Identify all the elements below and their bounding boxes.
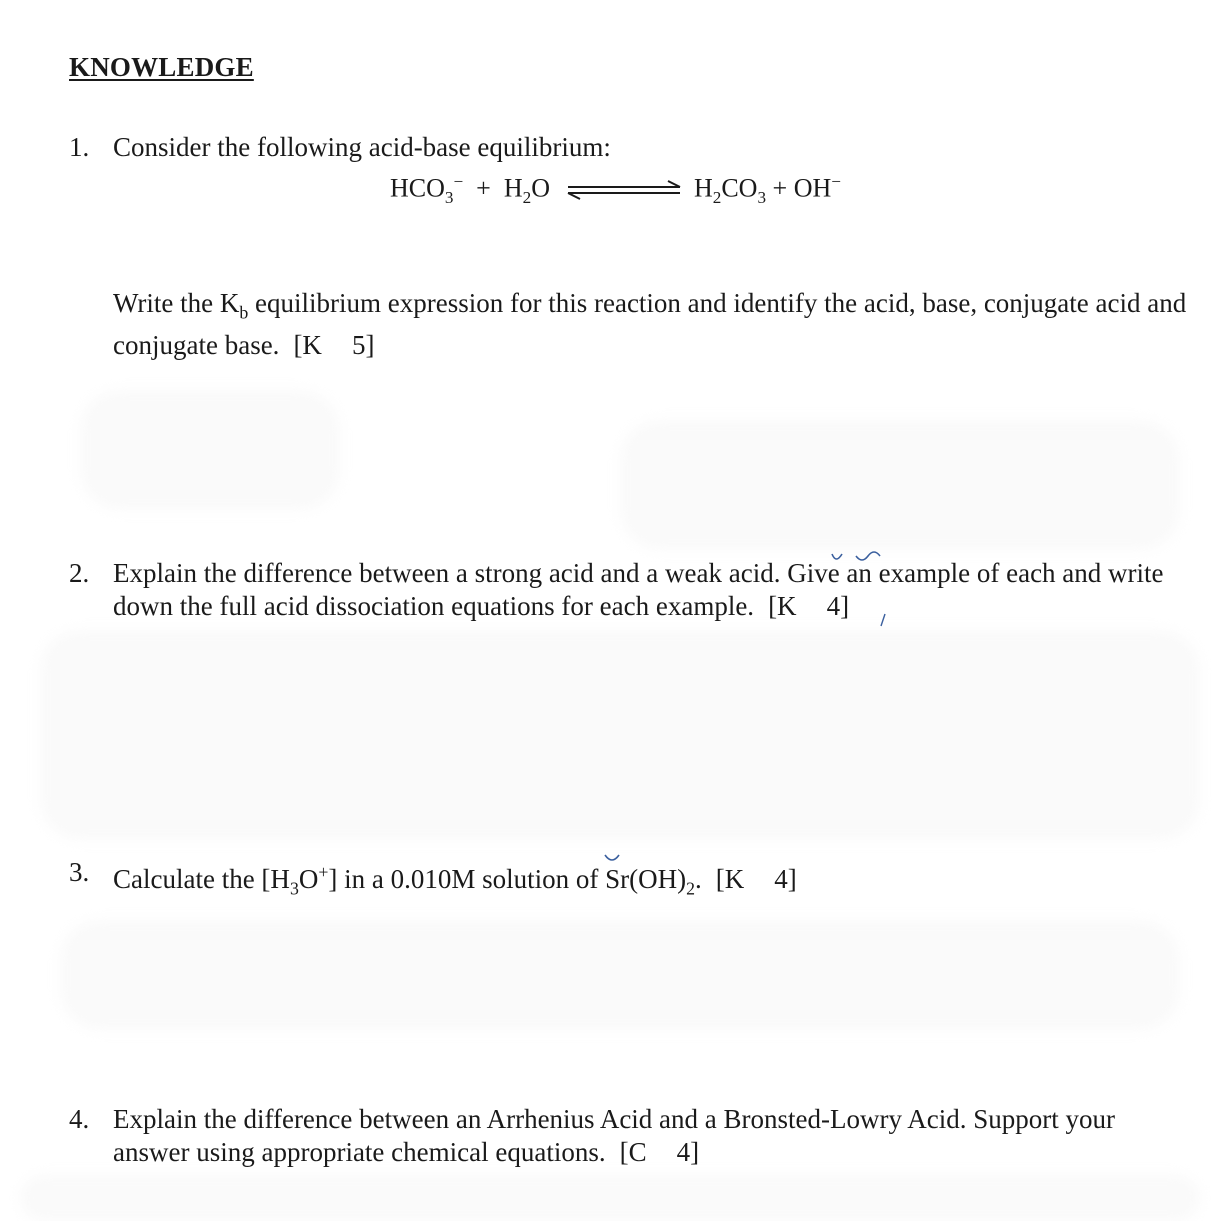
pen-mark-icon [828, 548, 888, 570]
mark-value: 4] [676, 1137, 700, 1167]
whiteout-region [40, 630, 1200, 840]
whiteout-region [20, 1175, 1200, 1221]
question-number: 4. [69, 1104, 90, 1134]
question-2 [69, 557, 1193, 623]
pen-mark-icon [602, 852, 622, 866]
mark-value: 5] [351, 330, 375, 361]
question-1 [69, 131, 1193, 164]
equilibrium-equation [390, 172, 841, 208]
question-prompt: Consider the following acid-base equilibrium: [113, 132, 611, 162]
question-4 [69, 1103, 1193, 1169]
question-number: 2. [69, 558, 90, 588]
whiteout-region [620, 420, 1180, 550]
question-number: 1. [69, 132, 90, 162]
mark-code: [K [715, 864, 745, 894]
whiteout-region [60, 920, 1180, 1030]
question-number: 3. [69, 857, 90, 887]
pen-mark-icon [876, 612, 890, 628]
mark-value: 4] [826, 591, 850, 621]
question-1-task: Write the $K_b$ equilibrium expression for this reaction and identify the acid, base, conjugate acid and conjugate base. [K 5] [113, 288, 1187, 361]
mark-code: [C [619, 1137, 647, 1167]
whiteout-region [80, 390, 340, 510]
question-text: Explain the difference between a strong acid and a weak acid. Give an example of each and write down the full acid dissociation equations for each example. [113, 558, 1164, 621]
mark-code: [K [293, 330, 322, 361]
section-heading: KNOWLEDGE [69, 52, 254, 82]
equilibrium-arrow-icon [564, 179, 684, 201]
equation-reactants: $HCO_3^- + H_2O$ [390, 172, 550, 207]
question-text: Explain the difference between an Arrhenius Acid and a Bronsted-Lowry Acid. Support your answer using appropriate chemical equations. [113, 1104, 1115, 1167]
question-3: 3. Calculate the $[H_3O^+]$ in a 0.010M solution of $Sr(OH)_2$. [K 4] [69, 857, 797, 899]
equation-products: $H_2CO_3 + OH^-$ [693, 172, 841, 207]
mark-value: 4] [774, 864, 797, 894]
mark-code: [K [768, 591, 797, 621]
